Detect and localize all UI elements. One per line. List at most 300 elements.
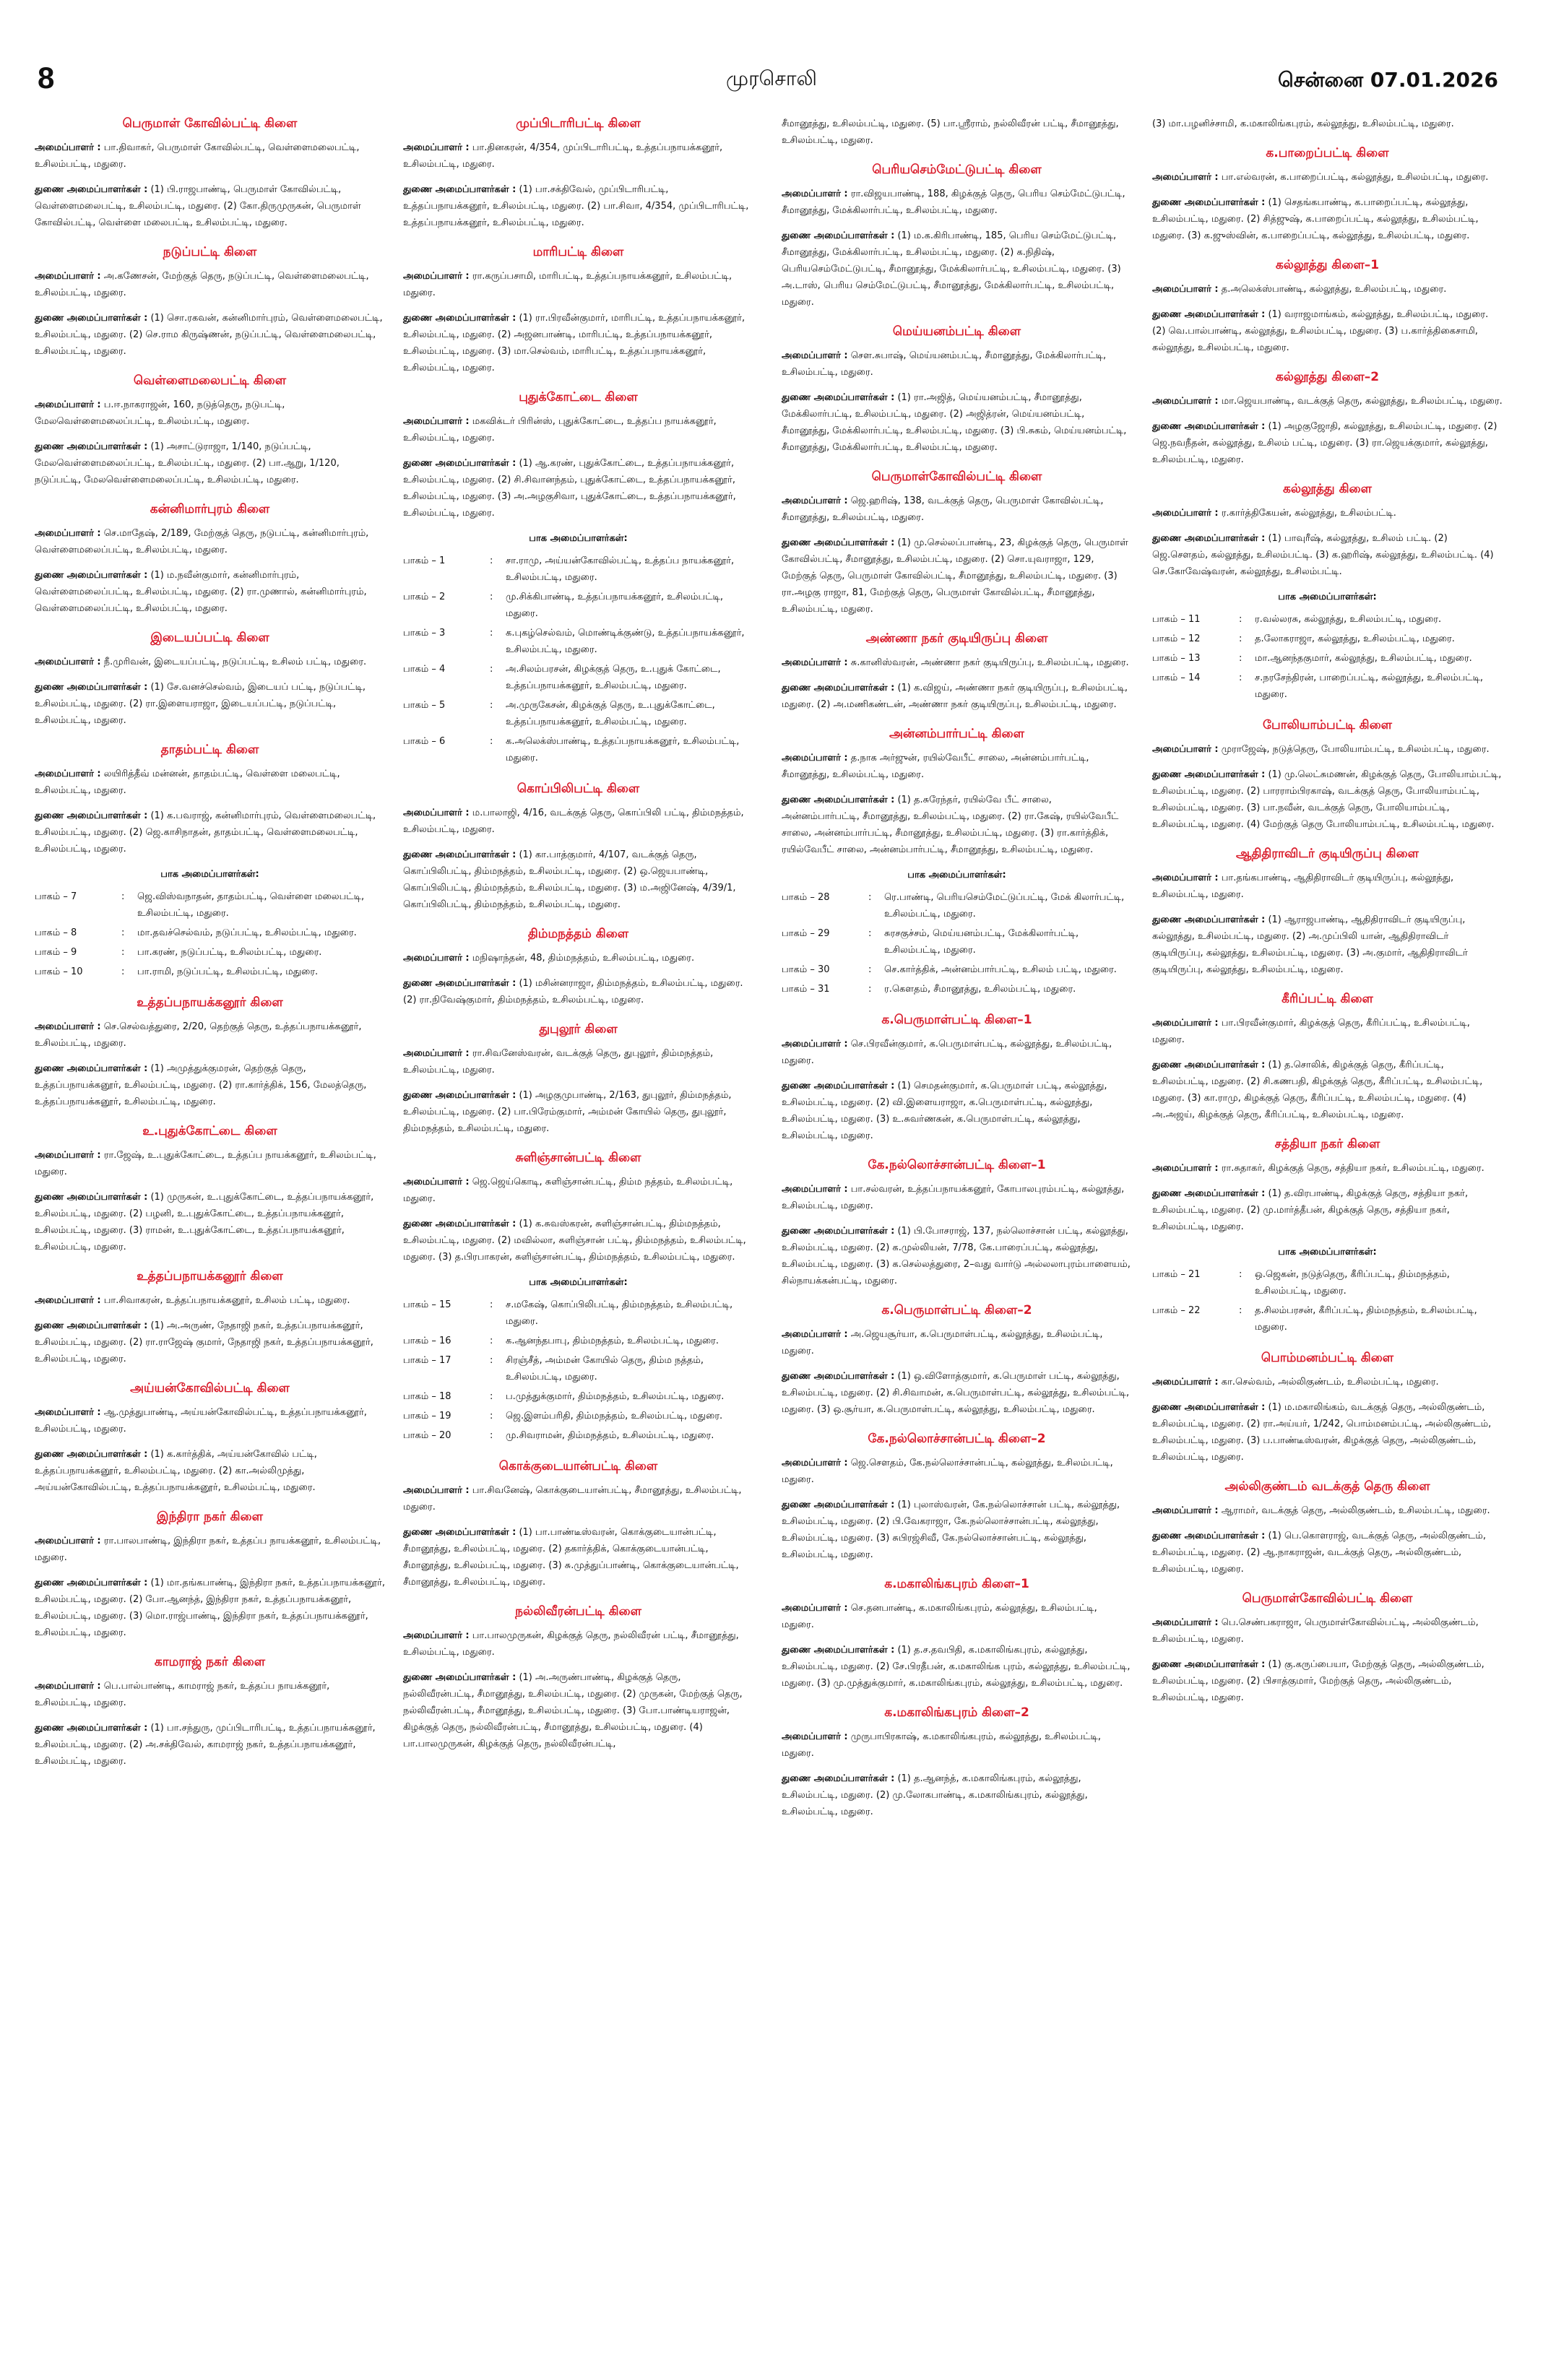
organizer-entry — [782, 654, 1132, 671]
organizer-label: அமைப்பாளர் : — [782, 1458, 848, 1468]
deputy-label: துணை அமைப்பாளர்கள் : — [403, 1090, 517, 1101]
organizer-entry — [403, 1482, 753, 1515]
branch-title: மாரிபட்டி கிளை — [532, 245, 624, 259]
deputy-organizers-entry — [782, 1642, 1132, 1692]
deputy-label: துணை அமைப்பாளர்கள் : — [35, 570, 148, 581]
colon-separator: : — [1239, 614, 1242, 625]
deputy-label: துணை அமைப்பாளர்கள் : — [782, 537, 895, 548]
branch-section — [35, 244, 385, 360]
organizer-name: ரா.சுதாகர், கிழக்குத் தெரு, சத்தியா நகர், உசிலம்பட்டி, மதுரை. — [1221, 1163, 1484, 1174]
branch-section — [1152, 481, 1503, 704]
deputy-names: (1) ரா.அஜித், மெய்யனம்பட்டி, சீமானூத்து, மேக்கிலார்பட்டி, உசிலம்பட்டி, மதுரை. (2) அஜித்ரன், மெய்யனம்பட்டி, சீமானூத்து, மேக்கிலார்பட்டி, உசிலம்பட்டி, மதுரை. (3) பி.சுகம், மெய்யனம்பட்டி, சீமானூத்து, மேக்கிலார்பட்டி, உசிலம்பட்டி, மதுரை. — [782, 392, 1127, 453]
branch-title: மெய்யனம்பட்டி கிளை — [892, 324, 1021, 339]
booth-number: பாகம் – 14 — [1152, 672, 1201, 683]
deputy-label: துணை அமைப்பாளர்கள் : — [1152, 421, 1266, 432]
organizer-entry — [1152, 393, 1503, 410]
deputy-names: (1) சொ.ரகவன், கன்னிமார்புரம், வெள்ளைமலைபட்டி, உசிலம்பட்டி, மதுரை. (2) செ.ராம கிருஷ்ணன், நடுப்பட்டி, வெள்ளைமலைபட்டி, உசிலம்பட்டி, மதுரை. — [35, 313, 383, 357]
deputy-label: துணை அமைப்பாளர்கள் : — [1152, 1060, 1266, 1070]
booth-organizers-heading: பாக அமைப்பாளர்கள்: — [907, 870, 1006, 880]
organizer-label: அமைப்பாளர் : — [1152, 508, 1219, 519]
booth-organizer: அ.சிலம்பரசன், கிழக்குத் தெரு, உ.புதுக் கோட்டை, உத்தப்பநாயக்கனூர், உசிலம்பட்டி, மதுரை. — [506, 664, 721, 691]
booth-organizers-heading: பாக அமைப்பாளர்கள்: — [529, 1277, 628, 1288]
organizer-entry — [403, 268, 753, 301]
branch-section — [782, 116, 1132, 149]
organizer-label: அமைப்பாளர் : — [1152, 873, 1219, 883]
branch-title: வெள்ளைமலைபட்டி கிளை — [133, 373, 287, 388]
branch-section — [1152, 991, 1503, 1123]
organizer-entry — [1152, 505, 1503, 522]
organizer-name: பா.பிரவீன்குமார், கிழக்குத் தெரு, கீரிப்பட்டி, உசிலம்பட்டி, மதுரை. — [1152, 1018, 1470, 1045]
deputy-names: (1) பா.சக்திவேல், முப்பிடாரிபட்டி, உத்தப்பநாயக்கனூர், உசிலம்பட்டி, மதுரை. (2) பா.சிவா, 4/354, முப்பிடாரிபட்டி, உத்தப்பநாயக்கனூர், உசிலம்பட்டி, மதுரை. — [403, 184, 749, 228]
organizer-label: அமைப்பாளர் : — [35, 657, 101, 667]
deputy-names: (1) ம.நவீன்குமார், கன்னிமார்புரம், வெள்ளைமலைப்பட்டி, உசிலம்பட்டி, மதுரை. (2) ரா.முணால், கன்னிமார்புரம், வெள்ளைமலைப்பட்டி, உசிலம்பட்டி, மதுரை. — [35, 570, 367, 614]
deputy-organizers-entry — [403, 1216, 753, 1265]
deputy-organizers-entry — [35, 1189, 385, 1255]
organizer-name: அ.ஜெயசூர்யா, க.பெருமாள்பட்டி, கல்லூத்து, உசிலம்பட்டி, மதுரை. — [782, 1329, 1103, 1356]
organizer-label: அமைப்பாளர் : — [35, 271, 101, 282]
booth-number: பாகம் – 16 — [403, 1336, 451, 1346]
booth-row — [403, 551, 753, 587]
deputy-label: துணை அமைப்பாளர்கள் : — [1152, 309, 1266, 320]
deputy-names: (1) க.விஜய், அண்ணா நகர் குடியிருப்பு, உசிலம்பட்டி, மதுரை. (2) அ.மணிகண்டன், அண்ணா நகர் குடியிருப்பு, உசிலம்பட்டி, மதுரை. — [782, 683, 1128, 710]
branch-section — [403, 926, 753, 1008]
colon-separator: : — [121, 947, 125, 958]
deputy-names: (1) மு.செல்லப்பாண்டி, 23, கிழக்குத் தெரு, பெருமாள் கோவில்பட்டி, சீமானூத்து, உசிலம்பட்டி, மதுரை. (2) சொ.யுவராஜா, 129, மேற்குத் தெரு, பெருமாள் கோவில்பட்டி, சீமானூத்து, உசிலம்பட்டி, மதுரை. (3) ரா.அழகு ராஜா, 81, மேற்குத் தெரு, பெருமாள் கோவில்பட்டி, சீமானூத்து, உசிலம்பட்டி, மதுரை. — [782, 537, 1128, 615]
deputy-organizers-entry — [1152, 766, 1503, 833]
organizer-label: அமைப்பாளர் : — [1152, 1163, 1219, 1174]
deputy-label: துணை அமைப்பாளர்கள் : — [782, 1500, 895, 1510]
branch-section — [1152, 1136, 1503, 1337]
organizer-name: பா.தினகரன், 4/354, முப்பிடாரிபட்டி, உத்தப்பநாயக்கனூர், உசிலம்பட்டி, மதுரை. — [403, 142, 723, 170]
organizer-entry — [782, 1036, 1132, 1069]
deputy-names: (1) செதங்கபாண்டி, க.பாறைப்பட்டி, கல்லூத்து, உசிலம்பட்டி, மதுரை. (2) சித்ஜுஷ், க.பாறைப்பட்டி, கல்லூத்து, உசிலம்பட்டி, மதுரை. (3) க.ஜுஸ்வின், க.பாறைப்பட்டி, கல்லூத்து, உசிலம்பட்டி, மதுரை. — [1152, 197, 1479, 241]
deputy-names: (1) ம.க.கிரிபாண்டி, 185, பெரிய செம்மேட்டுபட்டி, சீமானூத்து, மேக்கிலார்பட்டி, உசிலம்பட்டி, மதுரை. (2) க.நிதிஷ், பெரியசெம்மேட்டுபட்டி, சீமானூத்து, மேக்கிலார்பட்டி, உசிலம்பட்டி, மதுரை. (3) அ.டாஸ், பெரிய செம்மேட்டுபட்டி, சீமானூத்து, மேக்கிலார்பட்டி, உசிலம்பட்டி, மதுரை. — [782, 230, 1121, 308]
booth-row — [403, 1295, 753, 1331]
deputy-organizers-entry — [403, 1087, 753, 1137]
booth-row — [403, 732, 753, 768]
deputy-organizers-entry — [782, 228, 1132, 311]
branch-title: பெருமாள்கோவில்பட்டி கிளை — [871, 469, 1042, 484]
organizer-name: செ.தனபாண்டி, க.மகாலிங்கபுரம், கல்லூத்து, உசிலம்பட்டி, மதுரை. — [782, 1603, 1097, 1630]
colon-separator: : — [490, 736, 493, 747]
organizer-label: அமைப்பாளர் : — [782, 496, 848, 506]
booth-number: பாகம் – 3 — [403, 628, 446, 639]
booth-row — [782, 888, 1132, 924]
deputy-label: துணை அமைப்பாளர்கள் : — [1152, 197, 1266, 208]
organizer-entry — [403, 950, 753, 966]
organizer-name: ஜெ.ஹரிஷ், 138, வடக்குத் தெரு, பெருமாள் கோவில்பட்டி, சீமானூத்து, உசிலம்பட்டி, மதுரை. — [782, 496, 1104, 523]
deputy-organizers-entry — [1152, 418, 1503, 468]
branch-title: திம்மநத்தம் கிளை — [527, 927, 629, 941]
colon-separator: : — [121, 966, 125, 977]
branch-section — [35, 1380, 385, 1496]
deputy-names: (1) மா.தங்கபாண்டி, இந்திரா நகர், உத்தப்பநாயக்கனூர், உசிலம்பட்டி, மதுரை. (2) போ.ஆனந்த், இந்திரா நகர், உத்தப்பநாயக்கனூர், உசிலம்பட்டி, மதுரை. (3) மொ.ராஜ்பாண்டி, இந்திரா நகர், உத்தப்பநாயக்கனூர், உசிலம்பட்டி, மதுரை. — [35, 1578, 385, 1638]
booth-row — [782, 924, 1132, 960]
booth-organizer: மு.சிக்கிபாண்டி, உத்தப்பநாயக்கனூர், உசிலம்பட்டி, மதுரை. — [506, 592, 724, 619]
organizer-name: பா.பாலமுருகன், கிழக்குத் தெரு, நல்லிவீரன் பட்டி, சீமானூத்து, உசிலம்பட்டி, மதுரை. — [403, 1630, 739, 1658]
organizer-entry — [35, 1018, 385, 1052]
organizer-label: அமைப்பாளர் : — [35, 1536, 101, 1546]
organizer-entry — [1152, 281, 1503, 298]
colon-separator: : — [1239, 633, 1242, 644]
branch-title: அய்யன்கோவில்பட்டி கிளை — [130, 1381, 290, 1395]
booth-row — [35, 923, 385, 943]
organizer-label: அமைப்பாளர் : — [403, 1177, 470, 1187]
deputy-organizers-entry — [35, 1446, 385, 1496]
booth-number: பாகம் – 1 — [403, 555, 446, 566]
deputy-label: துணை அமைப்பாளர்கள் : — [35, 1578, 148, 1588]
branch-section — [35, 630, 385, 729]
booth-organizers-list — [403, 551, 753, 768]
organizer-entry — [782, 750, 1132, 783]
branch-title: உத்தப்பநாயக்கனூர் கிளை — [137, 1269, 283, 1284]
organizer-entry — [35, 1292, 385, 1309]
organizer-entry — [403, 1627, 753, 1661]
branch-section — [35, 116, 385, 231]
deputy-names: (1) பெ.கொளராஜ், வடக்குத் தெரு, அல்லிகுண்டம், உசிலம்பட்டி, மதுரை. (2) ஆ.நாகராஜன், வடக்குத் தெரு, அல்லிகுண்டம், உசிலம்பட்டி, மதுரை. — [1152, 1531, 1486, 1575]
branch-section — [1152, 1479, 1503, 1578]
organizer-entry — [403, 1174, 753, 1207]
branch-title: கல்லூத்து கிளை–2 — [1275, 370, 1380, 384]
branch-section — [35, 1268, 385, 1367]
booth-organizer: மா.தவச்செல்வம், நடுப்பட்டி, உசிலம்பட்டி, மதுரை. — [137, 927, 357, 938]
booth-number: பாகம் – 29 — [782, 928, 830, 939]
branch-title: க.பெருமாள்பட்டி கிளை–2 — [881, 1303, 1032, 1317]
organizer-label: அமைப்பாளர் : — [782, 657, 848, 668]
booth-number: பாகம் – 11 — [1152, 614, 1201, 625]
organizer-label: அமைப்பாளர் : — [1152, 1018, 1219, 1029]
deputy-names: (1) பா.பாண்டீஸ்வரன், கொக்குடையான்பட்டி, சீமானூத்து, உசிலம்பட்டி, மதுரை. (2) தகார்த்திக், கொக்குடையான்பட்டி, சீமானூத்து, உசிலம்பட்டி, மதுரை. (3) சு.முத்துப்பாண்டி, கொக்குடையான்பட்டி, சீமானூத்து, உசிலம்பட்டி, மதுரை. — [403, 1527, 739, 1588]
branch-section — [35, 742, 385, 982]
booth-organizer: ஜெ.இளம்பரிதி, திம்மநத்தம், உசிலம்பட்டி, மதுரை. — [506, 1411, 723, 1421]
page-number: 8 — [38, 61, 55, 95]
organizer-name: செ.செல்வத்துரை, 2/20, தெற்குத் தெரு, உத்தப்பநாயக்கனூர், உசிலம்பட்டி, மதுரை. — [35, 1021, 362, 1049]
deputy-names: (1) ம.மகாலிங்கம், வடக்குத் தெரு, அல்லிகுண்டம், உசிலம்பட்டி, மதுரை. (2) ரா.அய்யர், 1/242, பொம்மனம்பட்டி, அல்லிகுண்டம், உசிலம்பட்டி, மதுரை. (3) ப.பாண்டீஸ்வரன், கிழக்குத் தெரு, அல்லிகுண்டம், உசிலம்பட்டி, மதுரை. — [1152, 1402, 1492, 1463]
booth-number: பாகம் – 4 — [403, 664, 446, 675]
branch-title: கொக்குடையான்பட்டி கிளை — [498, 1459, 658, 1474]
organizer-label: அமைப்பாளர் : — [1152, 284, 1219, 295]
deputy-names: (1) அழகுமுபாண்டி, 2/163, துபுலூர், திம்மநத்தம், உசிலம்பட்டி, மதுரை. (2) பா.பிரேம்குமார், அம்மன் கோயில் தெரு, துபுலூர், திம்மநத்தம், உசிலம்பட்டி, மதுரை. — [403, 1090, 732, 1134]
branch-section — [35, 1123, 385, 1255]
booth-number: பாகம் – 8 — [35, 927, 77, 938]
deputy-label: துணை அமைப்பாளர்கள் : — [782, 392, 895, 403]
organizer-entry — [782, 493, 1132, 526]
deputy-label: துணை அமைப்பாளர்கள் : — [403, 978, 517, 989]
organizer-label: அமைப்பாளர் : — [403, 1485, 470, 1496]
deputy-names: (1) பி.போசராஜ், 137, நல்லொச்சான் பட்டி, கல்லூத்து, உசிலம்பட்டி, மதுரை. (2) க.முல்லியன், 7/78, கே.பாரைப்பட்டி, கல்லூத்து, உசிலம்பட்டி, மதுரை. (3) க.செல்லத்துரை, 2–வது வார்டு அல்லலாபுரம்பாளையம், சில்நாயக்கன்பட்டி, மதுரை. — [782, 1226, 1131, 1286]
branch-title: போலியாம்பட்டி கிளை — [1262, 718, 1393, 732]
organizer-name: ரா.கருப்பசாமி, மாரிபட்டி, உத்தப்பநாயக்கனூர், உசிலம்பட்டி, மதுரை. — [403, 271, 732, 298]
organizer-name: சு.கானிஸ்வரன், அண்ணா நகர் குடியிருப்பு, உசிலம்பட்டி, மதுரை. — [850, 657, 1129, 668]
branch-section — [782, 1012, 1132, 1144]
branch-title: கொப்பிலிபட்டி கிளை — [517, 782, 640, 796]
organizer-label: அமைப்பாளர் : — [35, 1407, 101, 1418]
deputy-organizers-entry — [1152, 1399, 1503, 1466]
organizer-name: ம.பாலாஜி, 4/16, வடக்குத் தெரு, கொப்பிலி பட்டி, திம்மநத்தம், உசிலம்பட்டி, மதுரை. — [403, 808, 744, 835]
booth-organizer: ச.மகேஷ், கொப்பிலிபட்டி, திம்மநத்தம், உசிலம்பட்டி, மதுரை. — [506, 1299, 733, 1327]
deputy-organizers-entry — [782, 1497, 1132, 1563]
organizer-name: செ.பிரவீன்குமார், க.பெருமாள்பட்டி, கல்லூத்து, உசிலம்பட்டி, மதுரை. — [782, 1039, 1112, 1066]
booth-number: பாகம் – 22 — [1152, 1305, 1201, 1316]
organizer-entry — [782, 1600, 1132, 1633]
colon-separator: : — [490, 1299, 493, 1310]
booth-number: பாகம் – 19 — [403, 1411, 451, 1421]
deputy-label: துணை அமைப்பாளர்கள் : — [782, 1371, 895, 1382]
organizer-label: அமைப்பாளர் : — [403, 142, 470, 153]
deputy-label: துணை அமைப்பாளர்கள் : — [35, 810, 148, 821]
booth-organizer: பா.கரண், நடுப்பட்டி, உசிலம்பட்டி, மதுரை. — [137, 947, 322, 958]
organizer-name: ரா.சிவனேஸ்வரன், வடக்குத் தெரு, துபுலூர், திம்மநத்தம், உசிலம்பட்டி, மதுரை. — [403, 1048, 714, 1076]
deputy-names: (1) வராஜமாங்கம், கல்லூத்து, உசிலம்பட்டி, மதுரை. (2) வெ.பால்பாண்டி, கல்லூத்து, உசிலம்பட்டி, மதுரை. (3) ப.கார்த்திகைசாமி, கல்லூத்து, உசிலம்பட்டி, மதுரை. — [1152, 309, 1489, 353]
booth-row — [35, 943, 385, 962]
deputy-names: (1) முருகன், உ.புதுக்கோட்டை, உத்தப்பநாயக்கனூர், உசிலம்பட்டி, மதுரை. (2) பழனி, உ.புதுக்கோட்டை, உத்தப்பநாயக்கனூர், உசிலம்பட்டி, மதுரை. (3) ராமன், உ.புதுக்கோட்டை, உத்தப்பநாயக்கனூர், உசிலம்பட்டி, மதுரை. — [35, 1192, 374, 1252]
deputy-label: துணை அமைப்பாளர்கள் : — [782, 1645, 895, 1656]
organizer-label: அமைப்பாளர் : — [35, 1295, 101, 1306]
branch-title: இந்திரா நகர் கிளை — [157, 1510, 263, 1524]
organizer-label: அமைப்பாளர் : — [403, 1630, 470, 1641]
deputy-names: (1) புலாஸ்வரன், கே.நல்லொச்சான் பட்டி, கல்லூத்து, உசிலம்பட்டி, மதுரை. (2) பி.வேகராஜா, கே.நல்லொச்சான்பட்டி, கல்லூத்து, உசிலம்பட்டி, மதுரை. (3) சுபிரஜ்சிவீ, கே.நல்லொச்சான்பட்டி, கல்லூத்து, உசிலம்பட்டி, மதுரை. — [782, 1500, 1120, 1560]
branch-section — [403, 244, 753, 376]
branch-title: கே.நல்லொச்சான்பட்டி கிளை–2 — [868, 1432, 1046, 1446]
deputy-organizers-entry — [782, 389, 1132, 456]
deputy-organizers-entry — [35, 1720, 385, 1770]
organizer-name: முருபாபிரகாஷ், க.மகாலிங்கபுரம், கல்லூத்து, உசிலம்பட்டி, மதுரை. — [782, 1731, 1102, 1759]
booth-organizer: க.புகழ்செல்வம், மொண்டிக்குண்டு, உத்தப்பநாயக்கனூர், உசிலம்பட்டி, மதுரை. — [506, 628, 745, 655]
deputy-organizers-entry — [35, 567, 385, 617]
deputy-names: (1) செமதன்குமார், க.பெருமாள் பட்டி, கல்லூத்து, உசிலம்பட்டி, மதுரை. (2) வி.இளையராஜா, க.பெருமாள்பட்டி, கல்லூத்து, உசிலம்பட்டி, மதுரை. (3) உ.சுவர்ணகன், க.பெருமாள்பட்டி, கல்லூத்து, உசிலம்பட்டி, மதுரை. — [782, 1081, 1107, 1141]
branch-title: கே.நல்லொச்சான்பட்டி கிளை–1 — [868, 1158, 1046, 1172]
column-1 — [35, 116, 385, 1783]
deputy-label: துணை அமைப்பாளர்கள் : — [35, 313, 148, 324]
booth-row — [403, 1351, 753, 1387]
branch-title: உத்தப்பநாயக்கனூர் கிளை — [137, 995, 283, 1010]
branch-section — [1152, 1350, 1503, 1466]
booth-organizer: த.சிலம்பரசன், கீரிப்பட்டி, திம்மநத்தம், உசிலம்பட்டி, மதுரை. — [1255, 1305, 1477, 1333]
organizer-label: அமைப்பாளர் : — [403, 271, 470, 282]
branch-title: நடுப்பட்டி கிளை — [163, 245, 257, 259]
booth-row — [403, 1406, 753, 1426]
branch-title: பெருமாள் கோவில்பட்டி கிளை — [122, 116, 298, 131]
branch-section — [782, 469, 1132, 618]
booth-organizer: மு.சிவராமன், திம்மநத்தம், உசிலம்பட்டி, மதுரை. — [506, 1430, 714, 1441]
deputy-names: (1) அ.அருண், நேதாஜி நகர், உத்தப்பநாயக்கனூர், உசிலம்பட்டி, மதுரை. (2) ரா.ராஜேஷ் குமார், நேதாஜி நகர், உத்தப்பநாயக்கனூர், உசிலம்பட்டி, மதுரை. — [35, 1320, 373, 1364]
branch-title: கன்னிமார்புரம் கிளை — [150, 502, 270, 516]
deputy-names: (1) ஆராஜபாண்டி, ஆதிதிராவிடர் குடியிருப்பு, கல்லூத்து, உசிலம்பட்டி, மதுரை. (2) அ.முப்பிலி யான், ஆதிதிராவிடர் குடியிருப்பு, கல்லூத்து, உசிலம்பட்டி, மதுரை. (3) அ.குமார், ஆதிதிராவிடர் குடியிருப்பு, கல்லூத்து, உசிலம்பட்டி, மதுரை. — [1152, 914, 1468, 975]
organizer-name: நீ.முரிவன், இடையப்பட்டி, நடுப்பட்டி, உசிலம் பட்டி, மதுரை. — [103, 657, 367, 667]
deputy-organizers-entry — [35, 438, 385, 488]
organizer-entry — [1152, 741, 1503, 758]
organizer-name: பெ.பால்பாண்டி, காமராஜ் நகர், உத்தப்ப நாயக்கனூர், உசிலம்பட்டி, மதுரை. — [35, 1681, 330, 1708]
booth-number: பாகம் – 21 — [1152, 1269, 1201, 1280]
deputy-names: (1) த.சொலிக், கிழக்குத் தெரு, கீரிப்பட்டி, உசிலம்பட்டி, மதுரை. (2) சி.கணபதி, கிழக்குத் தெரு, கீரிப்பட்டி, உசிலம்பட்டி, மதுரை. (3) கா.ராமு, கிழக்குத் தெரு, கீரிப்பட்டி, உசிலம்பட்டி, மதுரை. (4) அ.அஜய், கிழக்குத் தெரு, கீரிப்பட்டி, உசிலம்பட்டி, மதுரை. — [1152, 1060, 1483, 1120]
organizer-entry — [403, 1045, 753, 1078]
booth-number: பாகம் – 30 — [782, 964, 830, 975]
deputy-names: (1) கா.பாத்குமார், 4/107, வடக்குத் தெரு, கொப்பிலிபட்டி, திம்மநத்தம், உசிலம்பட்டி, மதுரை. (2) ஒ.ஜெயபாண்டி, கொப்பிலிபட்டி, திம்மநத்தம், உசிலம்பட்டி, மதுரை. (3) ம.அஜினேஷ், 4/39/1, கொப்பிலிபட்டி, திம்மநத்தம், உசிலம்பட்டி, மதுரை. — [403, 849, 736, 910]
deputy-names: (1) த.ச.தவபிதி, க.மகாலிங்கபுரம், கல்லூத்து, உசிலம்பட்டி, மதுரை. (2) சே.பிரதீபன், க.மகாலிங்க புரம், கல்லூத்து, உசிலம்பட்டி, மதுரை. (3) மு.முத்துக்குமார், க.மகாலிங்கபுரம், கல்லூத்து, உசிலம்பட்டி, மதுரை. — [782, 1645, 1131, 1689]
booth-row — [1152, 668, 1503, 704]
booth-number: பாகம் – 12 — [1152, 633, 1201, 644]
column-4 — [1152, 116, 1503, 1719]
colon-separator: : — [868, 964, 872, 975]
branch-title: அன்னம்பார்பட்டி கிளை — [889, 727, 1024, 741]
organizer-name: செள.சுபாஷ், மெய்யனம்பட்டி, சீமானூத்து, மேக்கிலார்பட்டி, உசிலம்பட்டி, மதுரை. — [782, 350, 1107, 378]
booth-organizer: செ.கார்த்திக், அன்னம்பார்பட்டி, உசிலம் பட்டி, மதுரை. — [884, 964, 1117, 975]
organizer-entry — [35, 139, 385, 173]
deputy-organizers-entry — [782, 1223, 1132, 1289]
colon-separator: : — [868, 892, 872, 903]
colon-separator: : — [868, 984, 872, 995]
deputy-label: துணை அமைப்பாளர்கள் : — [1152, 1531, 1266, 1541]
organizer-entry — [403, 139, 753, 173]
organizer-name: பா.சிவாகரன், உத்தப்பநாயக்கனூர், உசிலம் பட்டி, மதுரை. — [103, 1295, 350, 1306]
branch-section — [403, 1021, 753, 1137]
branch-section — [35, 373, 385, 488]
colon-separator: : — [1239, 1305, 1242, 1316]
branch-title: பெருமாள்கோவில்பட்டி கிளை — [1242, 1591, 1413, 1606]
organizer-name: பா.எல்வரன், க.பாறைப்பட்டி, கல்லூத்து, உசிலம்பட்டி, மதுரை. — [1221, 172, 1489, 183]
organizer-name: ரா.ஜேஷ், உ.புதுக்கோட்டை, உத்தப்ப நாயக்கனூர், உசிலம்பட்டி, மதுரை. — [35, 1150, 376, 1177]
organizer-entry — [1152, 1502, 1503, 1519]
branch-title: ஆதிதிராவிடர் குடியிருப்பு கிளை — [1235, 847, 1419, 861]
deputy-label: துணை அமைப்பாளர்கள் : — [782, 230, 895, 241]
organizer-entry — [1152, 870, 1503, 903]
organizer-label: அமைப்பாளர் : — [403, 1048, 470, 1059]
branch-section — [782, 162, 1132, 311]
branch-title: அல்லிகுண்டம் வடக்குத் தெரு கிளை — [1224, 1479, 1430, 1494]
organizer-name: செ.மாதேஷ், 2/189, மேற்குத் தெரு, நடுபட்டி, கன்னிமார்புரம், வெள்ளைமலைப்பட்டி, உசிலம்பட்டி, மதுரை. — [35, 528, 369, 555]
branch-section — [35, 995, 385, 1110]
booth-organizers-list — [1152, 1265, 1503, 1337]
deputy-label: துணை அமைப்பாளர்கள் : — [403, 313, 517, 324]
deputy-label: துணை அமைப்பாளர்கள் : — [1152, 769, 1266, 780]
branch-section — [35, 1654, 385, 1770]
deputy-organizers-entry — [1152, 1528, 1503, 1578]
organizer-label: அமைப்பாளர் : — [35, 399, 101, 410]
deputy-label: துணை அமைப்பாளர்கள் : — [403, 184, 517, 195]
deputy-organizers-entry — [35, 181, 385, 231]
branch-title: பெரியசெம்மேட்டுபட்டி கிளை — [872, 163, 1042, 177]
branch-section — [782, 324, 1132, 456]
deputy-label: துணை அமைப்பாளர்கள் : — [1152, 914, 1266, 925]
deputy-names: (1) ஆ.கரண், புதுக்கோட்டை, உத்தப்பநாயக்கனூர், உசிலம்பட்டி, மதுரை. (2) சி.சிவானந்தம், புதுக்கோட்டை, உத்தப்பநாயக்கனூர், உசிலம்பட்டி, மதுரை. (3) அ.அழகுசிவா, புதுக்கோட்டை, உத்தப்பநாயக்கனூர், உசிலம்பட்டி, மதுரை. — [403, 458, 736, 519]
organizer-name: ஆ.முத்துபாண்டி, அய்யன்கோவில்பட்டி, உத்தப்பநாயக்கனூர், உசிலம்பட்டி, மதுரை. — [35, 1407, 367, 1435]
branch-title: பொம்மனம்பட்டி கிளை — [1261, 1351, 1394, 1365]
booth-organizer: ர.கௌதம், சீமானூத்து, உசிலம்பட்டி, மதுரை. — [884, 984, 1076, 995]
booth-organizer: க.ஆனந்தபாபு, திம்மநத்தம், உசிலம்பட்டி, மதுரை. — [506, 1336, 719, 1346]
organizer-label: அமைப்பாளர் : — [782, 350, 848, 361]
booth-row — [1152, 1301, 1503, 1337]
organizer-label: அமைப்பாளர் : — [1152, 172, 1219, 183]
deputy-organizers-entry — [35, 310, 385, 360]
booth-number: பாகம் – 10 — [35, 966, 83, 977]
deputy-names: (1) க.சுவஸ்கரன், சுளிஞ்சான்பட்டி, திம்மநத்தம், உசிலம்பட்டி, மதுரை. (2) மவில்லா, சுளிஞ்சான் பட்டி, திம்மநத்தம், உசிலம்பட்டி, மதுரை. (3) த.பிரபாகரன், சுளிஞ்சான்பட்டி, திம்மநத்தம், உசிலம்பட்டி, மதுரை. — [403, 1219, 746, 1263]
deputy-organizers-entry — [1152, 1185, 1503, 1235]
booth-number: பாகம் – 28 — [782, 892, 830, 903]
branch-title: துபுலூர் கிளை — [539, 1022, 618, 1037]
organizer-name: ஜெ.ஜெய்கொடி, சுளிஞ்சான்பட்டி, திம்ம நத்தம், உசிலம்பட்டி, மதுரை. — [403, 1177, 733, 1204]
branch-title: கல்லூத்து கிளை — [1283, 482, 1372, 496]
booth-number: பாகம் – 7 — [35, 891, 77, 902]
organizer-label: அமைப்பாளர் : — [35, 1021, 101, 1032]
booth-number: பாகம் – 5 — [403, 700, 446, 711]
booth-organizer: சுரசகுச்சம், மெய்யனம்பட்டி, மேக்கிலார்பட்டி, உசிலம்பட்டி, மதுரை. — [884, 928, 1079, 956]
booth-row — [403, 1426, 753, 1445]
booth-organizers-list — [1152, 610, 1503, 704]
deputy-names: (1) த.ஆனந்த், க.மகாலிங்கபுரம், கல்லூத்து, உசிலம்பட்டி, மதுரை. (2) மு.லோகபாண்டி, க.மகாலிங்கபுரம், கல்லூத்து, உசிலம்பட்டி, மதுரை. — [782, 1773, 1088, 1817]
organizer-label: அமைப்பாளர் : — [1152, 1505, 1219, 1516]
branch-section — [782, 726, 1132, 999]
branch-section — [782, 631, 1132, 713]
organizer-label: அமைப்பாளர் : — [1152, 744, 1219, 755]
organizer-entry — [1152, 1374, 1503, 1390]
organizer-entry — [782, 1728, 1132, 1762]
colon-separator: : — [868, 928, 872, 939]
organizer-label: அமைப்பாளர் : — [403, 953, 470, 964]
deputy-label: துணை அமைப்பாளர்கள் : — [782, 1081, 895, 1091]
deputy-names: (1) பி.ராஜபாண்டி, பெருமாள் கோவில்பட்டி, வெள்ளைமலைபட்டி, உசிலம்பட்டி, மதுரை. (2) கோ.திருமுருகன், பெருமாள் கோவில்பட்டி, வெள்ளை மலைபட்டி, உசிலம்பட்டி, மதுரை. — [35, 184, 361, 228]
organizer-entry — [403, 805, 753, 838]
organizer-name: அ.கணேசன், மேற்குத் தெரு, நடுப்பட்டி, வெள்ளைமலைபட்டி, உசிலம்பட்டி, மதுரை. — [35, 271, 369, 298]
booth-organizers-heading: பாக அமைப்பாளர்கள்: — [1278, 592, 1377, 602]
booth-row — [1152, 610, 1503, 629]
deputy-label: துணை அமைப்பாளர்கள் : — [403, 849, 517, 860]
organizer-label: அமைப்பாளர் : — [782, 1329, 848, 1340]
booth-organizer: பா.ராமி, நடுப்பட்டி, உசிலம்பட்டி, மதுரை. — [137, 966, 319, 977]
organizer-entry — [35, 654, 385, 670]
organizer-label: அமைப்பாளர் : — [782, 1039, 848, 1050]
colon-separator: : — [490, 1391, 493, 1402]
booth-row — [1152, 1265, 1503, 1301]
branch-title: சத்தியா நகர் கிளை — [1274, 1137, 1380, 1151]
deputy-names: (1) ரா.பிரவீன்குமார், மாரிபட்டி, உத்தப்பநாயக்கனூர், உசிலம்பட்டி, மதுரை. (2) அஜனபாண்டி, மாரிபட்டி, உத்தப்பநாயக்கனூர், உசிலம்பட்டி, மதுரை. (3) மா.செல்வம், மாரிபட்டி, உத்தப்பநாயக்கனூர், உசிலம்பட்டி, மதுரை. — [403, 313, 745, 373]
deputy-names: (1) க.கார்த்திக், அய்யன்கோவில் பட்டி, உத்தப்பநாயக்கனூர், உசிலம்பட்டி, மதுரை. (2) கா.அல்லிமுத்து, அய்யன்கோவில்பட்டி, உத்தப்பநாயக்கனூர், உசிலம்பட்டி, மதுரை. — [35, 1449, 317, 1493]
continued-text: சீமானூத்து, உசிலம்பட்டி, மதுரை. (5) பா.ஸ்ரீராம், நல்லிவீரன் பட்டி, சீமானூத்து, உசிலம்பட்டி, மதுரை. — [782, 118, 1119, 146]
booth-number: பாகம் – 2 — [403, 592, 446, 602]
deputy-organizers-entry — [403, 455, 753, 522]
issue-date: சென்னை 07.01.2026 — [1278, 68, 1498, 92]
organizer-label: அமைப்பாளர் : — [403, 416, 470, 427]
organizer-name: பா.சிவனேஷ், கொக்குடையான்பட்டி, சீமானூத்து, உசிலம்பட்டி, மதுரை. — [403, 1485, 742, 1513]
colon-separator: : — [490, 664, 493, 675]
organizer-name: த.நாக அர்ஜுன், ரயில்வேபீட் சாலை, அன்னம்பார்பட்டி, சீமானூத்து, உசிலம்பட்டி, மதுரை. — [782, 753, 1089, 780]
deputy-organizers-entry — [403, 1524, 753, 1591]
deputy-label: துணை அமைப்பாளர்கள் : — [35, 184, 148, 195]
organizer-entry — [1152, 1614, 1503, 1648]
deputy-organizers-entry — [782, 1368, 1132, 1418]
organizer-name: லயிரித்தீவ் மன்னன், தாதம்பட்டி, வெள்ளை மலைபட்டி, உசிலம்பட்டி, மதுரை. — [35, 769, 340, 796]
organizer-label: அமைப்பாளர் : — [782, 1603, 848, 1614]
colon-separator: : — [1239, 1269, 1242, 1280]
deputy-label: துணை அமைப்பாளர்கள் : — [1152, 1188, 1266, 1199]
branch-section — [1152, 846, 1503, 978]
deputy-organizers-entry — [403, 1669, 753, 1752]
colon-separator: : — [490, 1411, 493, 1421]
colon-separator: : — [490, 700, 493, 711]
organizer-entry — [35, 1147, 385, 1180]
booth-organizer: ரெ.பாண்டி, பெரியசெம்மேட்டுப்பட்டி, மேக் கிலார்பட்டி, உசிலம்பட்டி, மதுரை. — [884, 892, 1125, 919]
organizer-name: த.அலெக்ஸ்பாண்டி, கல்லூத்து, உசிலம்பட்டி, மதுரை. — [1221, 284, 1447, 295]
branch-section — [403, 781, 753, 913]
organizer-label: அமைப்பாளர் : — [782, 753, 848, 763]
deputy-organizers-entry — [403, 181, 753, 231]
deputy-organizers-entry — [1152, 912, 1503, 978]
deputy-organizers-entry — [35, 1575, 385, 1641]
organizer-name: முராஜேஷ், நடுத்தெரு, போலியாம்பட்டி, உசிலம்பட்டி, மதுரை. — [1221, 744, 1490, 755]
organizer-entry — [782, 1455, 1132, 1488]
branch-title: தாதம்பட்டி கிளை — [160, 743, 259, 757]
deputy-names: (1) பா.சந்துரு, முப்பிடாரிபட்டி, உத்தப்பநாயக்கனூர், உசிலம்பட்டி, மதுரை. (2) அ.சக்திவேல், காமராஜ் நகர், உத்தப்பநாயக்கனூர், உசிலம்பட்டி, மதுரை. — [35, 1723, 376, 1767]
deputy-organizers-entry — [35, 679, 385, 729]
